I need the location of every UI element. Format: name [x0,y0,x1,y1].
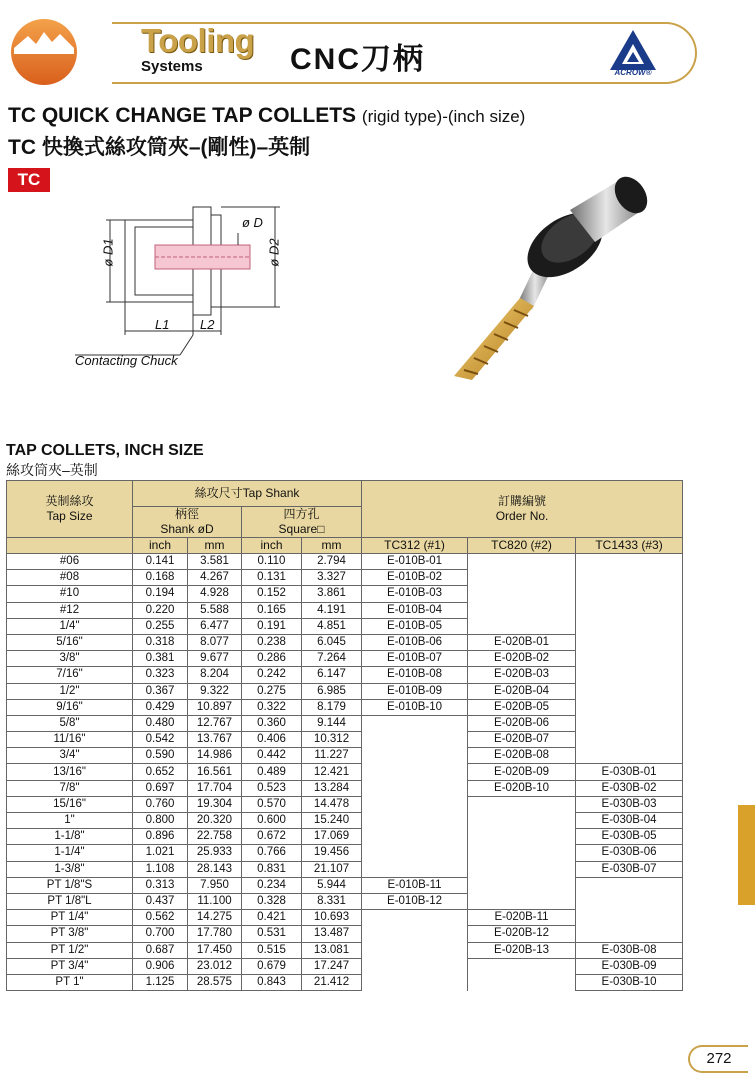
table-cell: E-020B-02 [468,651,576,667]
table-cell: 9/16" [7,699,133,715]
table-cell: E-020B-10 [468,780,576,796]
table-cell: 8.204 [188,667,242,683]
table-cell: 0.600 [242,813,302,829]
table-cell: 1.108 [133,861,188,877]
brand-systems: Systems [141,58,203,75]
table-row [7,715,683,731]
table-cell [576,602,683,618]
table-cell: 20.320 [188,813,242,829]
table-cell: 0.531 [242,926,302,942]
table-cell: 0.542 [133,732,188,748]
table-row [7,554,683,570]
table-cell: E-010B-07 [362,651,468,667]
table-cell: 7.264 [302,651,362,667]
table-cell: 12.767 [188,715,242,731]
table-cell [468,829,576,845]
table-cell: 17.069 [302,829,362,845]
unit-mm-2: mm [302,538,362,554]
table-cell [576,683,683,699]
table-cell: 3/4" [7,748,133,764]
table-cell: 1-1/8" [7,829,133,845]
table-cell [576,926,683,942]
table-cell [468,974,576,990]
table-cell [362,845,468,861]
table-cell: #10 [7,586,133,602]
table-cell [362,910,468,926]
table-cell: 1/4" [7,618,133,634]
table-cell: E-010B-01 [362,554,468,570]
table-cell: 0.406 [242,732,302,748]
table-cell [576,748,683,764]
table-cell: 13/16" [7,764,133,780]
table-cell: E-030B-05 [576,829,683,845]
table-row [7,634,683,650]
table-cell: 5.944 [302,877,362,893]
diagram-drawing [70,205,290,375]
col-tap-size [7,481,133,538]
table-cell: 0.652 [133,764,188,780]
table-cell: 0.421 [242,910,302,926]
table-cell [362,764,468,780]
table-cell: E-010B-03 [362,586,468,602]
table-row [7,602,683,618]
side-tab [738,805,755,905]
table-row [7,780,683,796]
table-cell: E-010B-12 [362,893,468,909]
table-cell: 0.191 [242,618,302,634]
unit-inch-2: inch [242,538,302,554]
unit-mm: mm [188,538,242,554]
table-cell: 0.700 [133,926,188,942]
table-cell: E-010B-05 [362,618,468,634]
tap-collet-photo [420,170,660,400]
table-row [7,942,683,958]
table-cell [576,651,683,667]
table-cell: E-010B-06 [362,634,468,650]
table-cell: PT 1/4" [7,910,133,926]
table-cell: E-020B-12 [468,926,576,942]
table-cell [362,732,468,748]
table-row [7,651,683,667]
table-cell: 0.286 [242,651,302,667]
table-cell: 0.562 [133,910,188,926]
table-cell: 13.767 [188,732,242,748]
table-cell: #12 [7,602,133,618]
table-cell: E-020B-11 [468,910,576,926]
table-row [7,893,683,909]
table-cell [468,813,576,829]
section-title-en: TAP COLLETS, INCH SIZE [6,442,204,459]
table-cell [576,586,683,602]
table-cell: 11.100 [188,893,242,909]
page-number: 272 [688,1045,748,1073]
table-row [7,974,683,990]
table-cell: 0.896 [133,829,188,845]
table-cell [576,877,683,893]
table-cell: 10.897 [188,699,242,715]
col-order-no [362,481,683,538]
table-cell: 0.800 [133,813,188,829]
table-cell: 11/16" [7,732,133,748]
table-cell: 0.242 [242,667,302,683]
table-cell: 8.331 [302,893,362,909]
table-cell [362,974,468,990]
table-cell [576,634,683,650]
table-cell [468,893,576,909]
table-cell: PT 1/2" [7,942,133,958]
table-cell: E-030B-01 [576,764,683,780]
table-cell: E-030B-10 [576,974,683,990]
table-cell [468,796,576,812]
table-row [7,683,683,699]
table-cell: 0.313 [133,877,188,893]
table-cell: E-020B-03 [468,667,576,683]
title-main: TC QUICK CHANGE TAP COLLETS [8,104,357,127]
table-cell: 21.412 [302,974,362,990]
table-cell: 0.168 [133,570,188,586]
tap-collet-table [6,480,683,991]
table-cell: 28.575 [188,974,242,990]
table-cell: 5/16" [7,634,133,650]
table-cell: E-030B-07 [576,861,683,877]
table-cell: E-020B-06 [468,715,576,731]
table-cell: E-020B-13 [468,942,576,958]
tap-size-en: Tap Size [46,509,93,523]
table-cell: 0.318 [133,634,188,650]
table-cell: 5.588 [188,602,242,618]
table-cell: 0.687 [133,942,188,958]
table-cell: 14.478 [302,796,362,812]
square-zh: 四方孔 [283,507,320,521]
company-logo-icon [10,18,78,86]
table-cell: E-030B-02 [576,780,683,796]
table-row [7,877,683,893]
table-cell: E-020B-08 [468,748,576,764]
unit-blank [7,538,133,554]
brand-tooling: Tooling [141,22,255,59]
col-tc820: TC820 (#2) [468,538,576,554]
table-cell [576,667,683,683]
table-row [7,829,683,845]
col-tc312: TC312 (#1) [362,538,468,554]
table-cell: 6.045 [302,634,362,650]
table-cell: 25.933 [188,845,242,861]
table-cell: 3/8" [7,651,133,667]
table-cell: 0.697 [133,780,188,796]
table-cell: 9.322 [188,683,242,699]
table-cell [576,570,683,586]
col-square [242,507,362,538]
table-cell: 3.581 [188,554,242,570]
table-cell [576,910,683,926]
page-title-en [8,104,525,128]
table-row [7,813,683,829]
table-cell [468,554,576,570]
table-cell: E-030B-04 [576,813,683,829]
diagram-caption: Contacting Chuck [75,353,178,368]
table-cell: #08 [7,570,133,586]
table-cell [362,861,468,877]
table-cell: 1/2" [7,683,133,699]
table-cell: 2.794 [302,554,362,570]
table-cell [468,958,576,974]
table-cell: 0.489 [242,764,302,780]
table-cell: 17.780 [188,926,242,942]
table-cell: 3.861 [302,586,362,602]
table-row [7,910,683,926]
table-cell: 8.179 [302,699,362,715]
table-row [7,764,683,780]
table-cell [362,926,468,942]
table-cell: 0.672 [242,829,302,845]
table-cell: 0.523 [242,780,302,796]
table-cell: 17.704 [188,780,242,796]
table-cell: 0.275 [242,683,302,699]
table-cell: 22.758 [188,829,242,845]
table-cell: 1" [7,813,133,829]
table-cell: 4.191 [302,602,362,618]
table-cell: 12.421 [302,764,362,780]
table-cell: 17.450 [188,942,242,958]
table-cell [362,813,468,829]
table-cell: 0.381 [133,651,188,667]
table-row [7,926,683,942]
table-cell: 10.693 [302,910,362,926]
table-cell: 1.125 [133,974,188,990]
page-title-zh: TC 快換式絲攻筒夾–(剛性)–英制 [8,136,311,159]
dim-od: ø D [242,215,263,230]
table-cell: 3.327 [302,570,362,586]
table-row [7,748,683,764]
table-cell: 11.227 [302,748,362,764]
table-cell: 7.950 [188,877,242,893]
table-cell: 8.077 [188,634,242,650]
table-cell: 0.152 [242,586,302,602]
table-cell [362,942,468,958]
table-cell [468,602,576,618]
table-cell: 0.141 [133,554,188,570]
table-cell: 4.267 [188,570,242,586]
table-cell [468,845,576,861]
table-cell: E-020B-09 [468,764,576,780]
table-cell [362,748,468,764]
table-cell: 14.275 [188,910,242,926]
table-cell: 1-3/8" [7,861,133,877]
table-cell: 6.147 [302,667,362,683]
table-cell: 0.480 [133,715,188,731]
table-row [7,796,683,812]
table-row [7,570,683,586]
table-cell: 0.323 [133,667,188,683]
table-cell [362,958,468,974]
dim-l2: L2 [200,317,215,332]
table-cell: 5/8" [7,715,133,731]
table-body [7,554,683,991]
table-cell: 0.766 [242,845,302,861]
col-tap-shank: 絲攻尺寸Tap Shank [133,481,362,507]
table-cell: 13.487 [302,926,362,942]
table-cell [362,829,468,845]
table-cell: PT 1/8"S [7,877,133,893]
table-cell: E-010B-09 [362,683,468,699]
table-cell [362,780,468,796]
table-cell [468,618,576,634]
table-cell [362,796,468,812]
table-cell: 7/16" [7,667,133,683]
section-title-zh: 絲攻筒夾–英制 [6,462,98,478]
table-cell: 9.677 [188,651,242,667]
table-cell: 0.165 [242,602,302,618]
table-cell: 7/8" [7,780,133,796]
table-row [7,618,683,634]
table-cell: 6.477 [188,618,242,634]
dim-od2: ø D2 [266,238,282,267]
shank-zh: 柄徑 [174,507,199,521]
table-cell: 0.679 [242,958,302,974]
table-cell: E-010B-08 [362,667,468,683]
table-cell [576,618,683,634]
table-cell: E-010B-10 [362,699,468,715]
table-cell [576,715,683,731]
table-cell: 28.143 [188,861,242,877]
table-row [7,958,683,974]
table-cell: 23.012 [188,958,242,974]
tc-badge: TC [8,168,50,192]
table-cell: 0.831 [242,861,302,877]
table-cell: E-030B-03 [576,796,683,812]
table-cell: 19.304 [188,796,242,812]
table-cell: 21.107 [302,861,362,877]
order-en: Order No. [495,509,549,523]
table-cell [362,715,468,731]
table-cell: 0.429 [133,699,188,715]
square-en: Square□ [278,522,325,536]
acrow-wordmark: ACROW® [614,68,652,77]
table-cell: 9.144 [302,715,362,731]
table-cell [576,732,683,748]
title-sub: (rigid type)-(inch size) [361,107,526,126]
col-tc1433: TC1433 (#3) [576,538,683,554]
table-cell: E-010B-02 [362,570,468,586]
table-cell: 0.322 [242,699,302,715]
table-row [7,861,683,877]
dim-l1: L1 [155,317,170,332]
table-cell: 4.928 [188,586,242,602]
table-cell: 0.570 [242,796,302,812]
order-zh: 訂購編號 [498,494,547,508]
table-cell: 0.238 [242,634,302,650]
table-cell: 0.906 [133,958,188,974]
table-cell: E-020B-01 [468,634,576,650]
col-shank-od [133,507,242,538]
table-cell: 6.985 [302,683,362,699]
table-cell: 0.590 [133,748,188,764]
table-cell: 0.760 [133,796,188,812]
table-cell: 0.194 [133,586,188,602]
table-cell: PT 1" [7,974,133,990]
table-row [7,699,683,715]
dim-od1: ø D1 [100,238,116,267]
table-cell [468,861,576,877]
unit-inch: inch [133,538,188,554]
table-cell: 19.456 [302,845,362,861]
table-cell: 16.561 [188,764,242,780]
table-cell: E-020B-04 [468,683,576,699]
table-cell: PT 1/8"L [7,893,133,909]
table-cell [576,699,683,715]
table-cell: 0.220 [133,602,188,618]
table-cell [468,877,576,893]
table-cell: 4.851 [302,618,362,634]
table-cell: E-030B-08 [576,942,683,958]
table-cell: 15.240 [302,813,362,829]
table-cell: PT 3/8" [7,926,133,942]
table-cell: E-010B-04 [362,602,468,618]
table-cell: 0.234 [242,877,302,893]
table-row [7,732,683,748]
table-cell: E-030B-06 [576,845,683,861]
table-cell: 13.284 [302,780,362,796]
table-cell: 0.255 [133,618,188,634]
collet-diagram [70,205,290,375]
table-row [7,667,683,683]
table-cell [468,570,576,586]
table-cell: 1.021 [133,845,188,861]
shank-en: Shank øD [160,522,214,536]
table-cell: 0.360 [242,715,302,731]
table-cell: 0.843 [242,974,302,990]
table-cell: 0.131 [242,570,302,586]
table-cell: 0.442 [242,748,302,764]
table-cell: E-030B-09 [576,958,683,974]
table-cell: 0.110 [242,554,302,570]
table-cell: E-010B-11 [362,877,468,893]
table-cell: 13.081 [302,942,362,958]
tap-size-zh: 英制絲攻 [45,494,94,508]
table-cell: 0.515 [242,942,302,958]
table-cell: 10.312 [302,732,362,748]
table-row [7,586,683,602]
table-cell [468,586,576,602]
section-label: CNC刀柄 [290,43,425,76]
table-cell: E-020B-07 [468,732,576,748]
table-cell: 0.367 [133,683,188,699]
table-cell: 15/16" [7,796,133,812]
table-cell [576,554,683,570]
table-cell: 17.247 [302,958,362,974]
table-cell: PT 3/4" [7,958,133,974]
table-row [7,845,683,861]
table-cell: #06 [7,554,133,570]
table-cell: 14.986 [188,748,242,764]
table-cell: E-020B-05 [468,699,576,715]
table-cell: 1-1/4" [7,845,133,861]
table-cell: 0.437 [133,893,188,909]
table-cell: 0.328 [242,893,302,909]
table-cell [576,893,683,909]
